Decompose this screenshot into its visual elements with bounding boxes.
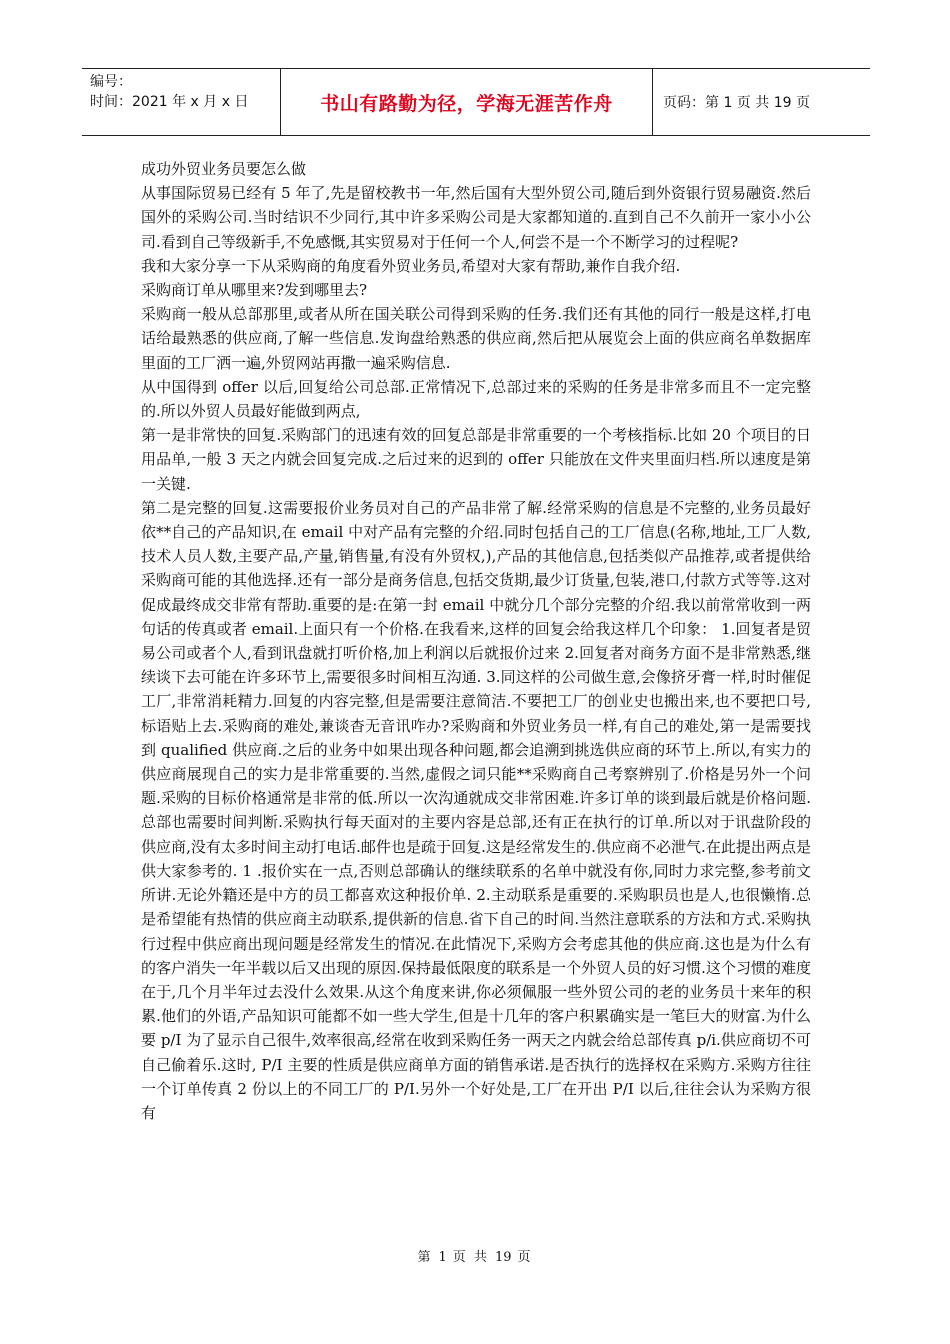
document-body (141, 157, 811, 1125)
header-meta (82, 69, 281, 135)
paragraph: 我和大家分享一下从采购商的角度看外贸业务员,希望对大家有帮助,兼作自我介绍. (141, 256, 681, 275)
document-title: 成功外贸业务员要怎么做 (141, 160, 307, 178)
paragraph: 采购商订单从哪里来?发到哪里去? (141, 281, 368, 300)
paragraph: 从事国际贸易已经有 5 年了,先是留校教书一年,然后国有大型外贸公司,随后到外资银行贸易融资.然后国外的采购公司.当时结识不少同行,其中许多采购公司是大家都知道的.直到自己不久前开一家小小公司.看到自己等级新手,不免感慨,其实贸易对于任何一个人,何尝不是一个不断学习的过程呢? (141, 184, 811, 251)
document-time-label: 时间：2021 年 x 月 x 日 (90, 94, 249, 110)
footer-middle: 页 共 (452, 1250, 489, 1265)
footer-total-pages: 19 (494, 1250, 512, 1265)
footer-prefix: 第 (417, 1250, 433, 1265)
paragraph: 采购商一般从总部那里,或者从所在国关联公司得到采购的任务.我们还有其他的同行一般是这样,打电话给最熟悉的供应商,了解一些信息.发询盘给熟悉的供应商,然后把从展览会上面的供应商名单数据库里面的工厂洒一遍,外贸网站再撒一遍采购信息. (141, 305, 811, 372)
page-footer (0, 1246, 950, 1265)
header-page-info: 页码：第 1 页 共 19 页 (663, 95, 810, 111)
paragraph: 从中国得到 offer 以后,回复给公司总部.正常情况下,总部过来的采购的任务是非常多而且不一定完整的.所以外贸人员最好能做到两点, (141, 377, 811, 421)
header-motto: 书山有路勤为径，学海无涯苦作舟 (281, 69, 653, 135)
paragraph: 第二是完整的回复.这需要报价业务员对自己的产品非常了解.经常采购的信息是不完整的,业务员最好依**自己的产品知识,在 email 中对产品有完整的介绍.同时包括自己的工厂信息(名称,地址,工厂人数,技术人员人数,主要产品,产量,销售量,有没有外贸权,),产品的其他信息,包括类似产品推荐,或者提供给采购商可能的其他选择.还有一部分是商务信息,包括交货期,最少订货量,包装,港口,付款方式等等.这对促成最终成交非常有帮助.重要的是:在第一封 email 中就分几个部分完整的介绍.我以前常常收到一两句话的传真或者 email.上面只有一个价格.在我看来,这样的回复会给我这样几个印象： 1.回复者是贸易公司或者个人,看到讯盘就打听价格,加上利润以后就报价过来 2.回复者对商务方面不是非常熟悉,继续谈下去可能在许多环节上,需要很多时间相互沟通. 3.同这样的公司做生意,会像挤牙膏一样,时时催促工厂,非常消耗精力.回复的内容完整,但是需要注意简洁.不要把工厂的创业史也搬出来,也不要把口号,标语贴上去.采购商的难处,兼谈杳无音讯咋办?采购商和外贸业务员一样,有自己的难处,第一是需要找到 qualified 供应商.之后的业务中如果出现各种问题,都会追溯到挑选供应商的环节上.所以,有实力的供应商展现自己的实力是非常重要的.当然,虚假之词只能**采购商自己考察辨别了.价格是另外一个问题.采购的目标价格通常是非常的低.所以一次沟通就成交非常困难.许多订单的谈到最后就是价格问题.总部也需要时间判断.采购执行每天面对的主要内容是总部,还有正在执行的订单.所以对于讯盘阶段的供应商,没有太多时间主动打电话.邮件也是疏于回复.这是经常发生的.供应商不必泄气.在此提出两点是供大家参考的. 1 .报价实在一点,否则总部确认的继续联系的名单中就没有你,同时力求完整,参考前文所讲.无论外籍还是中方的员工都喜欢这种报价单. 2.主动联系是重要的.采购职员也是人,也很懒惰.总是希望能有热情的供应商主动联系,提供新的信息.省下自己的时间.当然注意联系的方法和方式.采购执行过程中供应商出现问题是经常发生的情况.在此情况下,采购方会考虑其他的供应商.这也是为什么有的客户消失一年半载以后又出现的原因.保持最低限度的联系是一个外贸人员的好习惯.这个习惯的难度在于,几个月半年过去没什么效果.从这个角度来讲,你必须佩服一些外贸公司的老的业务员十来年的积累.他们的外语,产品知识可能都不如一些大学生,但是十几年的客户积累确实是一笔巨大的财富.为什么要 p/I 为了显示自己很牛,效率很高,经常在收到采购任务一两天之内就会给总部传真 p/i.供应商切不可自己偷着乐.这时, P/I 主要的性质是供应商单方面的销售承诺.是否执行的选择权在采购方.采购方往往一个订单传真 2 份以上的不同工厂的 P/I.另外一个好处是,工厂在开出 P/I 以后,往往会认为采购方很有 (141, 498, 811, 1122)
footer-suffix: 页 (517, 1250, 533, 1265)
document-number-label: 编号： (90, 74, 132, 90)
page-header (82, 68, 870, 136)
paragraph: 第一是非常快的回复.采购部门的迅速有效的回复总部是非常重要的一个考核指标.比如 20 个项目的日用品单,一般 3 天之内就会回复完成.之后过来的迟到的 offer 只能放在文件夹里面归档.所以速度是第一关键. (141, 426, 811, 493)
footer-page-number: 1 (438, 1250, 447, 1265)
